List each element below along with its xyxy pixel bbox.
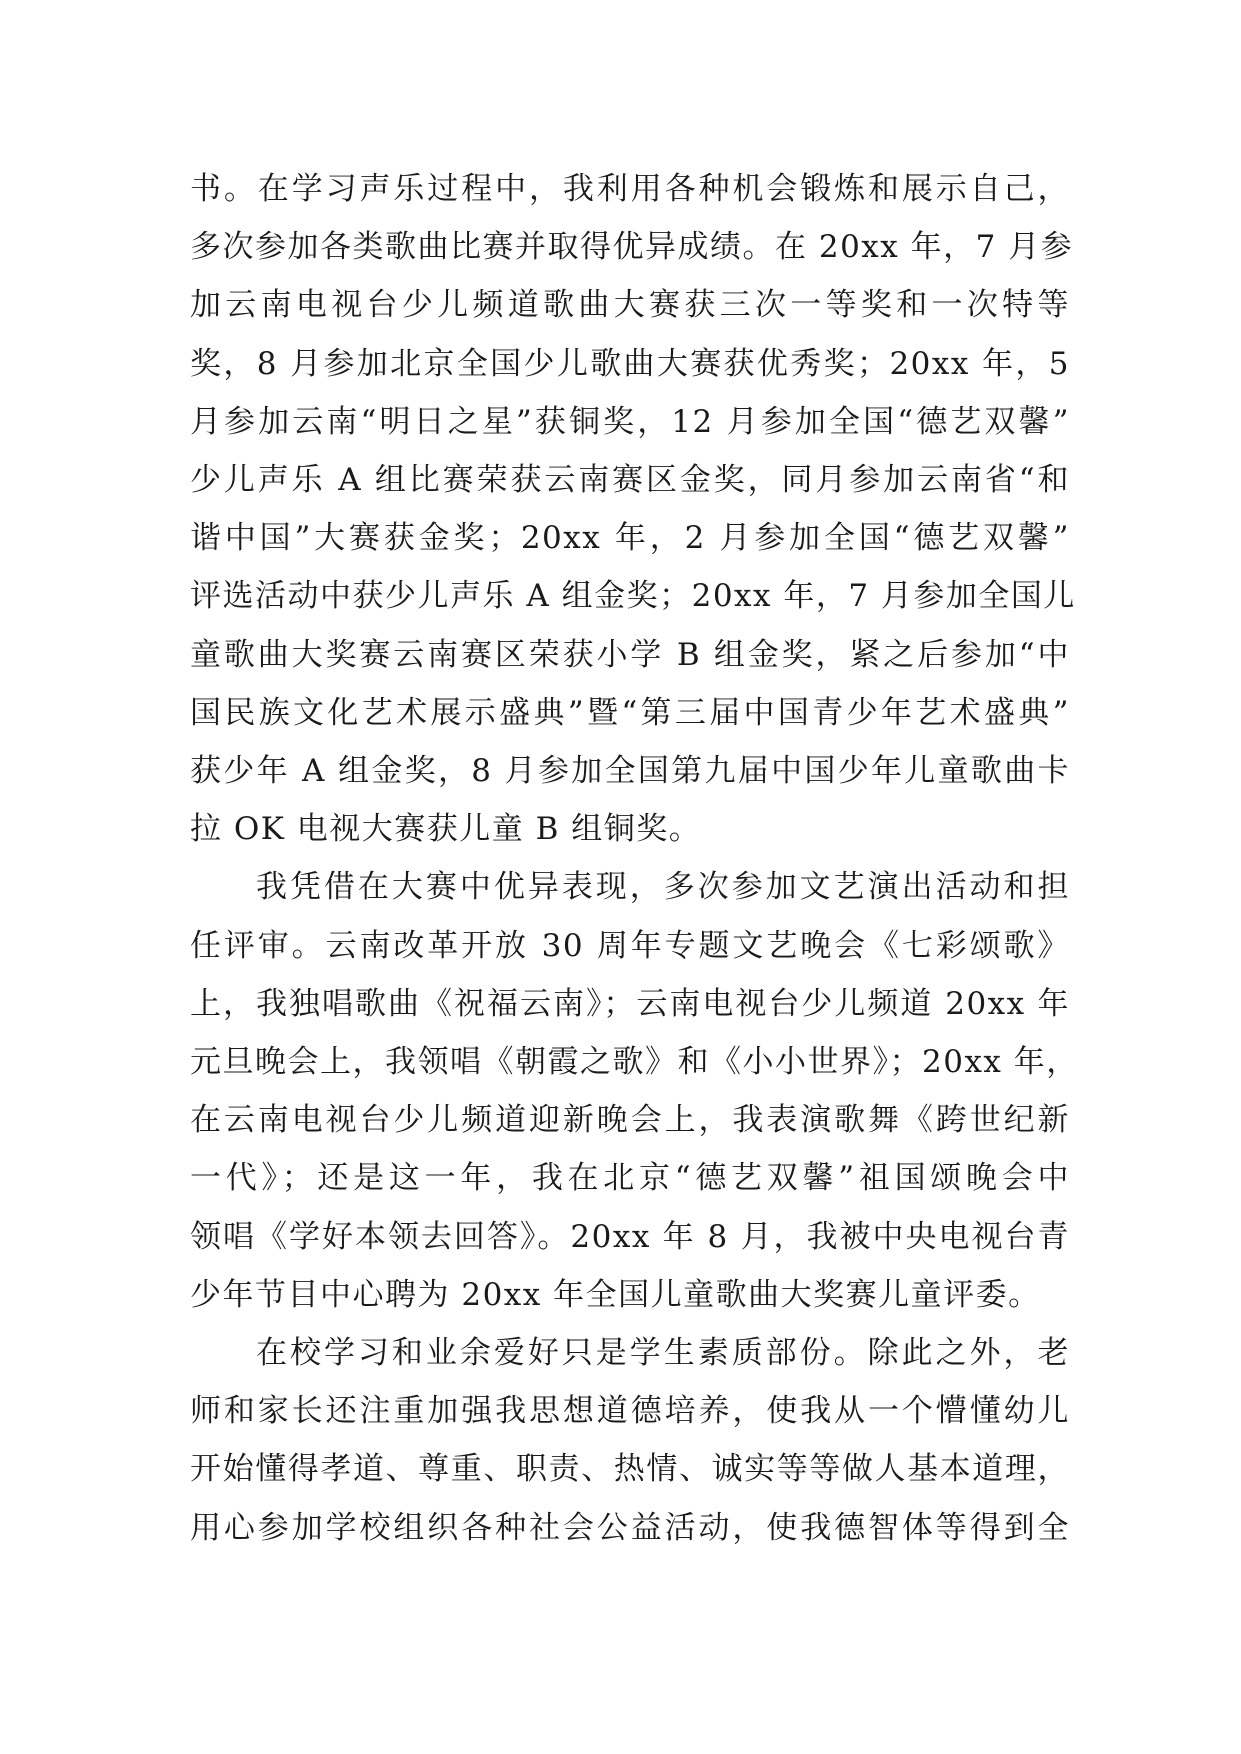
text-line: 少年节目中心聘为 20xx 年全国儿童歌曲大奖赛儿童评委。	[190, 1276, 1041, 1313]
text-line: 谐中国”大赛获金奖；20xx 年，2 月参加全国“德艺双馨”	[190, 520, 1070, 557]
text-line: 任评审。云南改革开放 30 周年专题文艺晚会《七彩颂歌》	[190, 927, 1070, 964]
text-line: 获少年 A 组金奖，8 月参加全国第九届中国少年儿童歌曲卡	[190, 753, 1070, 790]
paragraph-3	[190, 1324, 1070, 1557]
text-line: 多次参加各类歌曲比赛并取得优异成绩。在 20xx 年，7 月参	[190, 229, 1074, 266]
text-line: 在云南电视台少儿频道迎新晚会上，我表演歌舞《跨世纪新	[190, 1102, 1070, 1139]
text-line: 师和家长还注重加强我思想道德培养，使我从一个懵懂幼儿	[190, 1393, 1070, 1430]
paragraph-1	[190, 160, 1076, 858]
text-line: 一代》；还是这一年，我在北京“德艺双馨”祖国颂晚会中	[190, 1160, 1070, 1197]
text-line: 加云南电视台少儿频道歌曲大赛获三次一等奖和一次特等	[190, 287, 1070, 324]
document-body	[190, 160, 1079, 1557]
text-line: 领唱《学好本领去回答》。20xx 年 8 月，我被中央电视台青	[190, 1218, 1070, 1255]
paragraph-2	[190, 858, 1079, 1324]
text-line: 少儿声乐 A 组比赛荣获云南赛区金奖，同月参加云南省“和	[190, 462, 1070, 499]
text-line: 用心参加学校组织各种社会公益活动，使我德智体等得到全	[190, 1509, 1070, 1546]
text-line: 月参加云南“明日之星”获铜奖，12 月参加全国“德艺双馨”	[190, 403, 1070, 440]
text-line: 书。在学习声乐过程中，我利用各种机会锻炼和展示自己，	[190, 171, 1070, 207]
text-line: 童歌曲大奖赛云南赛区荣获小学 B 组金奖，紧之后参加“中	[190, 636, 1070, 673]
text-line: 元旦晚会上，我领唱《朝霞之歌》和《小小世界》；20xx 年，	[190, 1044, 1079, 1081]
text-line: 上，我独唱歌曲《祝福云南》；云南电视台少儿频道 20xx 年	[190, 985, 1070, 1022]
text-line: 我凭借在大赛中优异表现，多次参加文艺演出活动和担	[256, 869, 1070, 906]
text-line: 奖，8 月参加北京全国少儿歌曲大赛获优秀奖；20xx 年，5	[190, 345, 1070, 382]
text-line: 开始懂得孝道、尊重、职责、热情、诚实等等做人基本道理，	[190, 1451, 1070, 1488]
text-line: 拉 OK 电视大赛获儿童 B 组铜奖。	[190, 811, 702, 848]
text-line: 评选活动中获少儿声乐 A 组金奖；20xx 年，7 月参加全国儿	[190, 578, 1076, 615]
text-line: 国民族文化艺术展示盛典”暨“第三届中国青少年艺术盛典”	[190, 694, 1070, 731]
text-line: 在校学习和业余爱好只是学生素质部份。除此之外，老	[256, 1335, 1070, 1372]
